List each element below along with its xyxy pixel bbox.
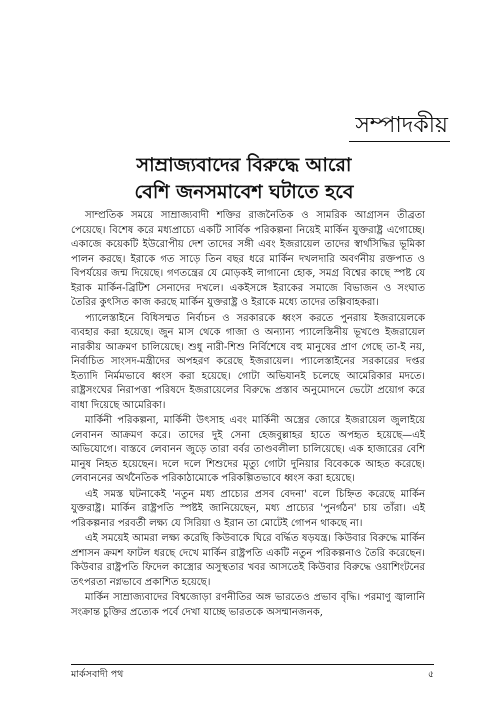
paragraph: মার্কিন সাম্রাজ্যবাদের বিশ্বজোড়া রণনীতির অঙ্গ ভারতেও প্রভাব বৃদ্ধি। পরমাণু জ্বালানি সংক্রান্ত চুক্তির প্রত্যেক পর্বে দেখা যাচ্ছে ভারতকে অসম্মানজনক, [71, 592, 425, 618]
paragraph: এই সমস্ত ঘটনাকেই 'নতুন মধ্য প্রাচ্যের প্রসব বেদনা' বলে চিহ্নিত করেছে মার্কিন যুক্তরাষ্ট্র। মার্কিন রাষ্ট্রপতি স্পষ্টই জানিয়েছেন, মধ্য প্রাচ্যের 'পুনর্গঠন' চায় তাঁরা। এই পরিকল্পনার পরবর্তী লক্ষ্য যে সিরিয়া ও ইরান তা মোটেই গোপন থাকছে না। [71, 488, 425, 529]
journal-name: মার্কসবাদী পথ [71, 669, 124, 680]
paragraph: মার্কিনী পরিকল্পনা, মার্কিনী উৎসাহ এবং মার্কিনী অস্ত্রের জোরে ইজরায়েল জুলাইয়ে লেবানন আক্রমণ করে। তাদের দুই সেনা হেজবুল্লাহর হাতে অপহৃত হয়েছে—এই অভিযোগে। বাস্তবে লেবানন জুড়ে তারা বর্বর তাণ্ডবলীলা চালিয়েছে। এক হাজারের বেশি মানুষ নিহত হয়েছেন। দলে দলে শিশুদের মৃত্যু গোটা দুনিয়ার বিবেককে আহত করেছে। লেবাননের অর্থনৈতিক পরিকাঠামোকে পরিকল্পিতভাবে ধ্বংস করা হয়েছে। [71, 415, 425, 484]
page-footer [71, 664, 434, 684]
paragraph: প্যালেস্তাইনে বিধিসম্মত নির্বাচন ও সরকারকে ধ্বংস করতে পুনরায় ইজরায়েলকে ব্যবহার করা হয়েছে। জুন মাস থেকে গাজা ও অন্যান্য প্যালেস্তিনীয় ভূখণ্ডে ইজরায়েল নারকীয় আক্রমণ চালিয়েছে। শুধু নারী-শিশু নির্বিশেষে বহু মানুষের প্রাণ গেছে তা-ই নয়, নির্বাচিত সাংসদ-মন্ত্রীদের অপহরণ করেছে ইজরায়েল। প্যালেস্তাইনের সরকারের দপ্তর ইত্যাদি নির্মমভাবে ধ্বংস করা হয়েছে। গোটা অভিযানই চলেছে আমেরিকার মদতে। রাষ্ট্রসংঘের নিরাপত্তা পরিষদে ইজরায়েলের বিরুদ্ধে প্রস্তাব অনুমোদনে ভেটো প্রয়োগ করে বাধা দিয়েছে আমেরিকা। [71, 312, 425, 411]
section-label: সম্পাদকীয় [349, 112, 450, 142]
title-line-1: সাম্রাজ্যবাদের বিরুদ্ধে আরো [136, 154, 352, 176]
paragraph: এই সময়েই আমরা লক্ষ্য করেছি কিউবাকে ঘিরে বর্দ্ধিত ষড়যন্ত্র। কিউবার বিরুদ্ধে মার্কিন প্রশাসন ক্রমশ ফাটল ধরছে দেখে মার্কিন রাষ্ট্রপতি একটি নতুন পরিকল্পনাও তৈরি করেছেন। কিউবার রাষ্ট্রপতি ফিদেল কাস্ত্রোর অসুস্থতার খবর আসতেই কিউবার বিরুদ্ধে ওয়াশিংটনের তৎপরতা নগ্নভাবে প্রকাশিত হয়েছে। [71, 533, 425, 588]
paragraph: সাম্প্রতিক সময়ে সাম্রাজ্যবাদী শক্তির রাজনৈতিক ও সামরিক আগ্রাসন তীব্রতা পেয়েছে। বিশেষ করে মধ্যপ্রাচ্যে একটি সার্বিক পরিকল্পনা নিয়েই মার্কিন যুক্তরাষ্ট্র এগোচ্ছে। একাজে কয়েকটি ইউরোপীয় দেশ তাদের সঙ্গী এবং ইজরায়েল তাদের স্বার্থসিদ্ধির ভূমিকা পালন করছে। ইরাকে গত সাড়ে তিন বছর ধরে মার্কিন দখলদারি অবর্ণনীয় রক্তপাত ও বিপর্যয়ের জন্ম দিয়েছে। গণতন্ত্রের যে মোড়কই লাগানো হোক, সমগ্র বিশ্বের কাছে স্পষ্ট যে ইরাক মার্কিন-ব্রিটিশ সেনাদের দখলে। একইসঙ্গে ইরাকের সমাজে বিভাজন ও সংঘাত তৈরির কুৎসিত কাজ করছে মার্কিন যুক্তরাষ্ট্র ও ইরাকে মধ্যে তাদের তল্পিবাহকরা। [71, 210, 425, 308]
article-body [71, 209, 425, 621]
title-line-2: বেশি জনসমাবেশ ঘটাতে হবে [134, 181, 354, 203]
page-number: ৫ [427, 669, 434, 680]
